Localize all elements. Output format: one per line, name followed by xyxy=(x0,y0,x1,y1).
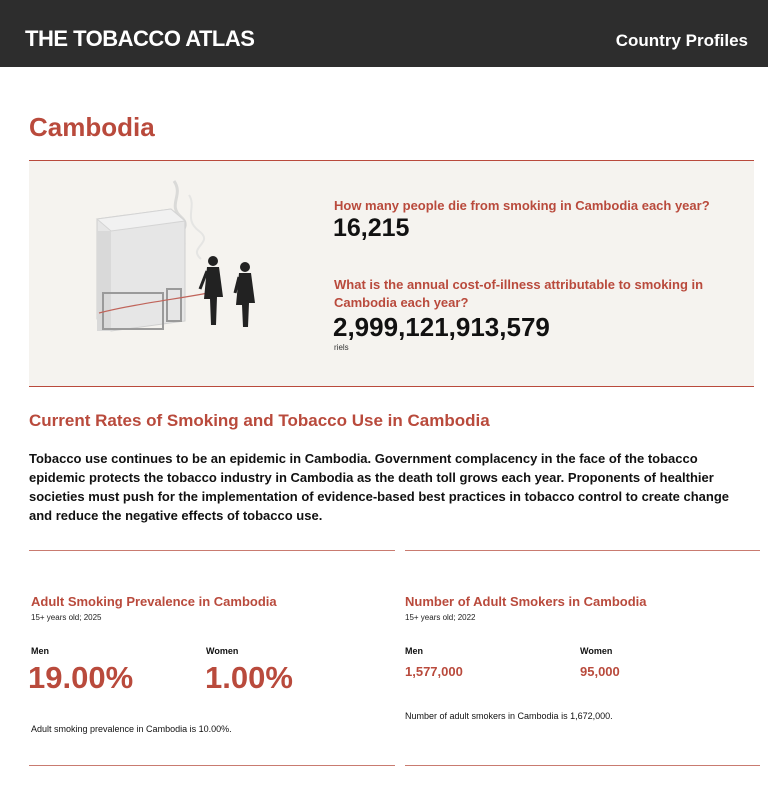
prevalence-card-title: Adult Smoking Prevalence in Cambodia xyxy=(31,594,277,609)
smokers-men-label: Men xyxy=(405,646,423,656)
prevalence-women-value: 1.00% xyxy=(205,660,293,695)
deaths-question: How many people die from smoking in Cambodia each year? xyxy=(334,198,710,213)
smokers-men-value: 1,577,000 xyxy=(405,664,463,679)
smokers-women-value: 95,000 xyxy=(580,664,620,679)
prevalence-note: Adult smoking prevalence in Cambodia is 10.00%. xyxy=(31,724,232,734)
prevalence-women-label: Women xyxy=(206,646,239,656)
divider xyxy=(29,550,395,551)
prevalence-men-value: 19.00% xyxy=(28,660,134,695)
divider xyxy=(405,550,760,551)
smokers-women-label: Women xyxy=(580,646,613,656)
smokers-card-title: Number of Adult Smokers in Cambodia xyxy=(405,594,647,609)
section-title: Current Rates of Smoking and Tobacco Use in Cambodia xyxy=(29,411,490,430)
prevalence-card-subtitle: 15+ years old; 2025 xyxy=(31,613,102,622)
hero-panel xyxy=(29,160,754,387)
cost-value: 2,999,121,913,579 xyxy=(333,312,550,342)
deaths-value: 16,215 xyxy=(333,214,410,242)
smokers-card-subtitle: 15+ years old; 2022 xyxy=(405,613,476,622)
smokers-note: Number of adult smokers in Cambodia is 1,672,000. xyxy=(405,711,613,721)
site-logo[interactable]: THE TOBACCO ATLAS xyxy=(25,26,255,51)
cost-question: What is the annual cost-of-illness attributable to smoking in Cambodia each year? xyxy=(334,277,704,310)
cost-unit: riels xyxy=(334,343,349,352)
divider xyxy=(405,765,760,766)
divider xyxy=(29,765,395,766)
cigarette-pack-illustration xyxy=(89,175,319,345)
page-title: Cambodia xyxy=(29,112,155,142)
intro-paragraph: Tobacco use continues to be an epidemic in Cambodia. Government complacency in the face of the tobacco epidemic protects the tobacco industry in Cambodia as the death toll grows each year. Proponents of healthier societies must push for the implementation of evidence-based best practices in tobacco control to create change and reduce the negative effects of tobacco use. xyxy=(29,451,730,523)
prevalence-men-label: Men xyxy=(31,646,49,656)
top-bar xyxy=(0,0,768,67)
country-profiles-link[interactable]: Country Profiles xyxy=(615,31,748,50)
